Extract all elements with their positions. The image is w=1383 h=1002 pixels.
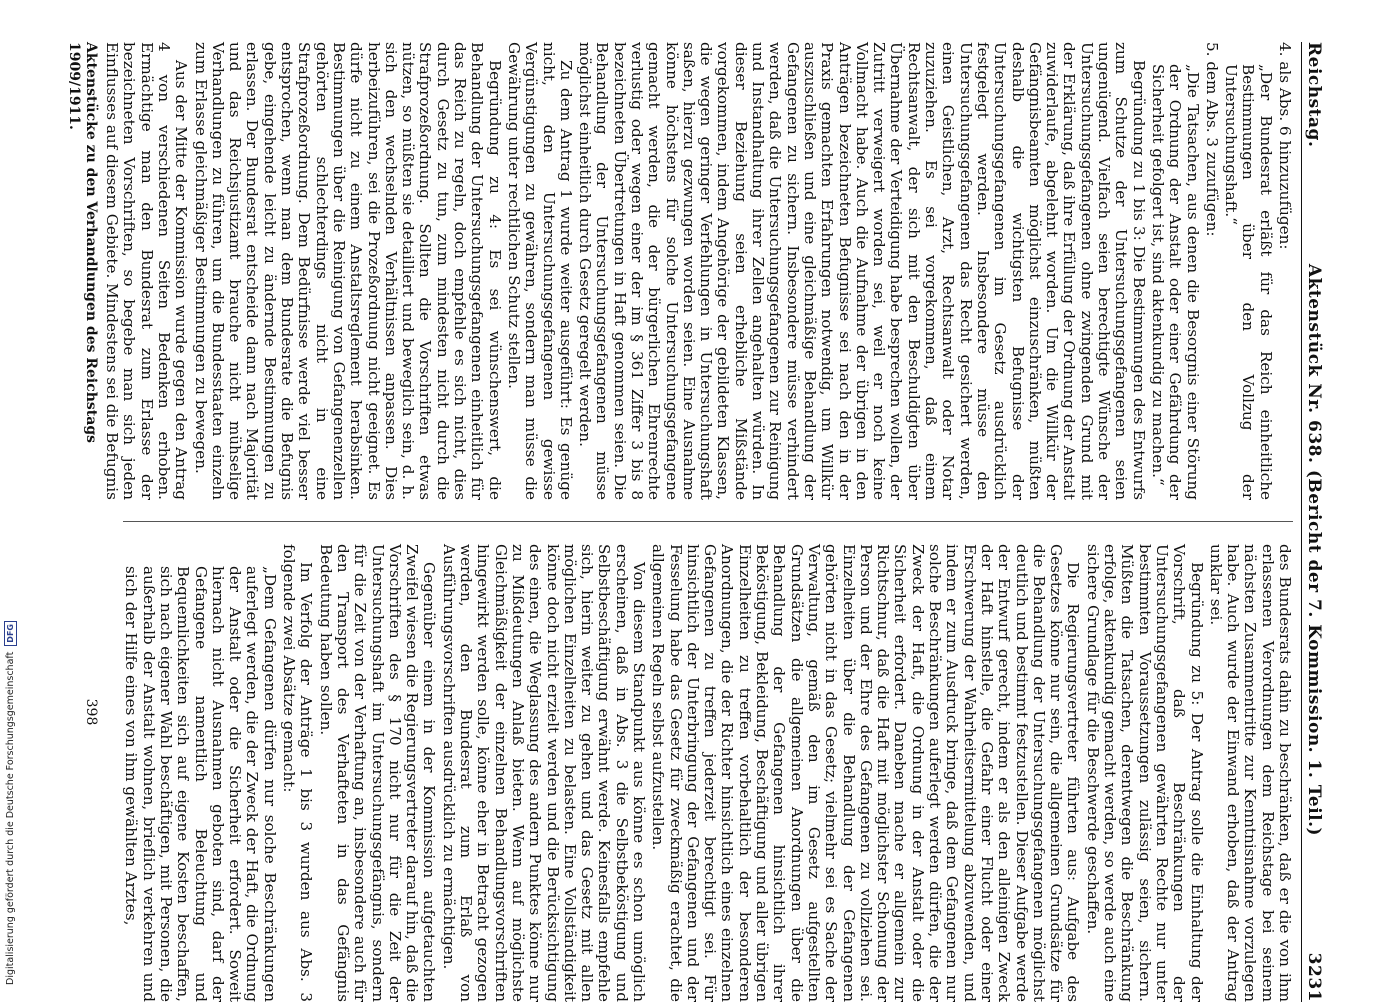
paragraph: des Bundesrats dahin zu beschränken, daß er die von ihm erlassenen Verordnungen dem Reichstage bei seinem nächsten Zusammentritte zur Kenntnisnahme vorzulegen habe. Auch wurde der Einwand erhoben, daß der Antrag unklar sei. bbox=[1206, 544, 1294, 1002]
left-column bbox=[101, 42, 1293, 500]
credit-text: Digitalisierung gefördert durch die Deutsche Forschungsgemeinschaft bbox=[4, 651, 16, 985]
page-header bbox=[1301, 42, 1327, 1002]
quote-paragraph: „Die Tatsachen, aus denen die Besorgnis einer Störung der Ordnung der Anstalt oder einer Gefährdung der Sicherheit gefolgert ist, sind aktenkundig zu machen.“ bbox=[1148, 64, 1202, 500]
footer-source-line: Aktenstücke zu den Verhandlungen des Reichstags 1909/1911. bbox=[65, 42, 99, 444]
paragraph: Begründung zu 1 bis 3: Die Bestimmungen des Entwurfs zum Schutze der Untersuchungsgefangenen seien ungenügend. Vielfach seien berechtigte Wünsche der Untersuchungsgefangenen ohne zwingenden Grund mit der Erklärung, daß ihre Erfüllung der Ordnung der Anstalt zuwiderlaufe, abgelehnt worden. Um die Willkür der Gefängnisbeamten möglichst einzuschränken, müßten deshalb die wichtigsten Befugnisse der Untersuchungsgefangenen im Gesetz ausdrücklich festgelegt werden. Insbesondere müsse den Untersuchungsgefangenen das Recht gesichert werden, einen Geistlichen, Arzt, Rechtsanwalt oder Notar zuzuziehen. Es sei vorgekommen, daß einem Rechtsanwalt, der sich mit den Beschuldigten über Übernahme der Verteidigung habe besprechen wollen, der Zutritt verweigert worden sei, weil er noch keine Vollmacht habe. Auch die Aufnahme der übrigen in den Anträgen bezeichneten Befugnisse sei nach den in der Praxis gemachten Erfahrungen notwendig, um Willkür auszuschließen und eine gleichmäßige Behandlung der Gefangenen zu sichern. Insbesondere müsse verhindert werden, daß die Untersuchungsgefangenen zur Reinigung und Instandhaltung ihrer Zellen angehalten würden. In dieser Beziehung seien erhebliche Mißstände vorgekommen, indem Angehörige der gebildeten Klassen, die wegen geringer Verfehlungen in Untersuchungshaft saßen, hierzu gezwungen worden seien. Eine Ausnahme könne höchstens für solche Untersuchungsgefangene gemacht werden, die der bürgerlichen Ehrenrechte verlustig oder wegen einer der im § 361 Ziffer 3 bis 8 bezeichneten Übertretungen in Haft genommen seien. Die Behandlung der Untersuchungsgefangenen müsse möglichst einheitlich durch Gesetz geregelt werden. bbox=[576, 42, 1148, 500]
paragraph: Gegenüber einem in der Kommission aufgetauchten Zweifel wiesen die Regierungsvertreter darauf hin, daß die Vorschriften des § 170 nicht nur für die Zeit der Untersuchungshaft im Untersuchungsgefängnis, sondern für die Zeit von der Verhaftung an, insbesondere auch für den Transport des Verhafteten in das Gefängnis Bedeutung haben sollen. bbox=[316, 544, 439, 1002]
quote-paragraph: „Der Bundesrat erläßt für das Reich einheitliche Bestimmungen über den Vollzug der Untersuchungshaft.“ bbox=[1222, 64, 1275, 500]
paragraph: Zu dem Antrag 1 wurde weiter ausgeführt: Es genüge nicht, den Untersuchungsgefangenen gewisse Vergünstigungen zu gewähren, sondern man müsse die Gewährung unter rechtlichen Schutz stellen. bbox=[504, 42, 575, 500]
header-page-number: 3231 bbox=[1304, 952, 1325, 1002]
paragraph: Begründung zu 4: Es sei wünschenswert, die Behandlung der Untersuchungsgefangenen einheitlich für das Reich zu regeln, doch empfehle es sich nicht, dies durch Gesetz zu tun, zum mindesten nicht durch die Strafprozeßordnung. Sollten die Vorschriften etwas nützen, so müßten sie detailliert und beweglich sein, d. h. sich den wechselnden Verhältnissen anpassen. Dies herbeizuführen, sei die Prozeßordnung nicht geeignet. Es dürfe nicht zu einem Anstaltsreglement herabsinken. Bestimmungen über die Reinigung von Gefangenenzellen gehörten schlechterdings nicht in eine Strafprozeßordnung. Dem Bedürfnisse werde viel besser entsprochen, wenn man dem Bundesrate die Befugnis gebe, eingehende leicht zu ändernde Bestimmungen zu erlassen. Der Bundesrat entscheide dann nach Majorität und das Reichsjustizamt brauche nicht mühselige Verhandlungen zu führen, um die Bundesstaaten einzeln zum Erlasse gleichmäßiger Bestimmungen zu bewegen. bbox=[191, 42, 504, 500]
right-column bbox=[120, 544, 1293, 1002]
footer-page-number: 398 bbox=[83, 698, 99, 726]
digitization-credit bbox=[3, 5, 17, 985]
paragraph: Im Verfolg der Anträge 1 bis 3 wurden aus Abs. 3 folgende zwei Absätze gemacht: bbox=[280, 544, 316, 1002]
paragraph: Aus der Mitte der Kommission wurde gegen den Antrag 4 von verschiedenen Seiten Bedenken erhoben. Ermächtige man den Bundesrat zum Erlasse der bezeichneten Vorschriften, so begebe man sich jeden Einflusses auf diesem Gebiete. Mindestens sei die Befugnis bbox=[103, 42, 191, 500]
column-divider bbox=[123, 521, 1293, 522]
paragraph: 5. dem Abs. 3 zuzufügen: bbox=[1202, 42, 1221, 237]
quote-paragraph: „Dem Gefangenen dürfen nur solche Beschränkungen auferlegt werden, die der Zweck der Haft, die Ordnung der Anstalt oder die Sicherheit erfordert. Soweit hiernach nicht Ausnahmen geboten sind, darf der Gefangene namentlich Beleuchtung und Bequemlichkeiten sich auf eigene Kosten beschaffen, sich nach eigener Wahl beschäftigen, mit Personen, die außerhalb der Anstalt wohnen, brieflich verkehren und sich der Hilfe eines von ihm gewählten Arztes, bbox=[122, 566, 279, 1002]
paragraph: Die Regierungsvertreter führten aus: Aufgabe des Gesetzes könne nur sein, die allgemeinen Grundsätze für die Behandlung der Untersuchungsgefangenen möglichst deutlich und bestimmt festzustellen. Dieser Aufgabe werde der Entwurf gerecht, indem er als den alleinigen Zweck der Haft hinstelle, die Gefahr einer Flucht oder einer Erschwerung der Wahrheitsermittelung abzuwenden, und indem er zum Ausdruck bringe, daß dem Gefangenen nur solche Beschränkungen auferlegt werden dürfen, die der Zweck der Haft, die Ordnung in der Anstalt oder die Sicherheit erfordert. Daneben mache er allgemein zur Richtschnur, daß die Haft mit möglichster Schonung der Person und der Ehre des Gefangenen zu vollziehen sei. Einzelheiten über die Behandlung der Gefangenen gehörten nicht in das Gesetz; vielmehr sei es Sache der Verwaltung, gemäß den im Gesetz aufgestellten Grundsätzen die allgemeinen Anordnungen über die Behandlung der Gefangenen hinsichtlich ihrer Beköstigung, Bekleidung, Beschäftigung und aller übrigen Einzelheiten zu treffen vorbehaltlich der besonderen Anordnungen, die der Richter hinsichtlich eines einzelnen Gefangenen zu treffen jederzeit berechtigt sei. Für hinsichtlich der Unterbringung der Gefangenen und der Fesselung habe das Gesetz für zweckmäßig erachtet, die allgemeinen Regeln selbst aufzustellen. bbox=[649, 544, 1083, 1002]
header-center: Aktenstück Nr. 638. (Bericht der 7. Kommission. 1. Teil.) bbox=[1304, 263, 1325, 837]
paragraph: Begründung zu 5: Der Antrag solle die Einhaltung der Vorschrift, daß Beschränkungen der Untersuchungsgefangenen gewährten Rechte nur unter bestimmten Voraussetzungen zulässig seien, sichern. Müßten die Tatsachen, derentwegen die Beschränkung erfolge, aktenkundig gemacht werden, so werde auch eine sichere Grundlage für die Beschwerde geschaffen. bbox=[1083, 544, 1206, 1002]
header-left: Reichstag. bbox=[1304, 42, 1325, 148]
paragraph: Von diesem Standpunkt aus könne es schon umöglich erscheinen, daß in Abs. 3 die Selbstbeköstigung und Selbstbeschäftigung erwähnt werde. Keinesfalls empfehle sich, hierin weiter zu gehen und das Gesetz mit allen möglichen Einzelheiten zu belasten. Eine Vollständigkeit könne doch nicht erzielt werden und die Berücksichtigung des einen, die Weglassung des andern Punktes könne nur zu Mißdeutungen Anlaß bieten. Wenn auf möglichste Gleichmäßigkeit der einzelnen Behandlungsvorschriften hingewirkt werden solle, könne eher in Betracht gezogen werden, den Bundesrat zum Erlaß von Ausführungsvorschriften ausdrücklich zu ermächtigen. bbox=[439, 544, 649, 1002]
dfg-logo: DFG bbox=[4, 621, 17, 646]
paragraph: 4. als Abs. 6 hinzuzufügen: bbox=[1276, 42, 1294, 250]
document-page bbox=[62, 42, 1327, 1002]
